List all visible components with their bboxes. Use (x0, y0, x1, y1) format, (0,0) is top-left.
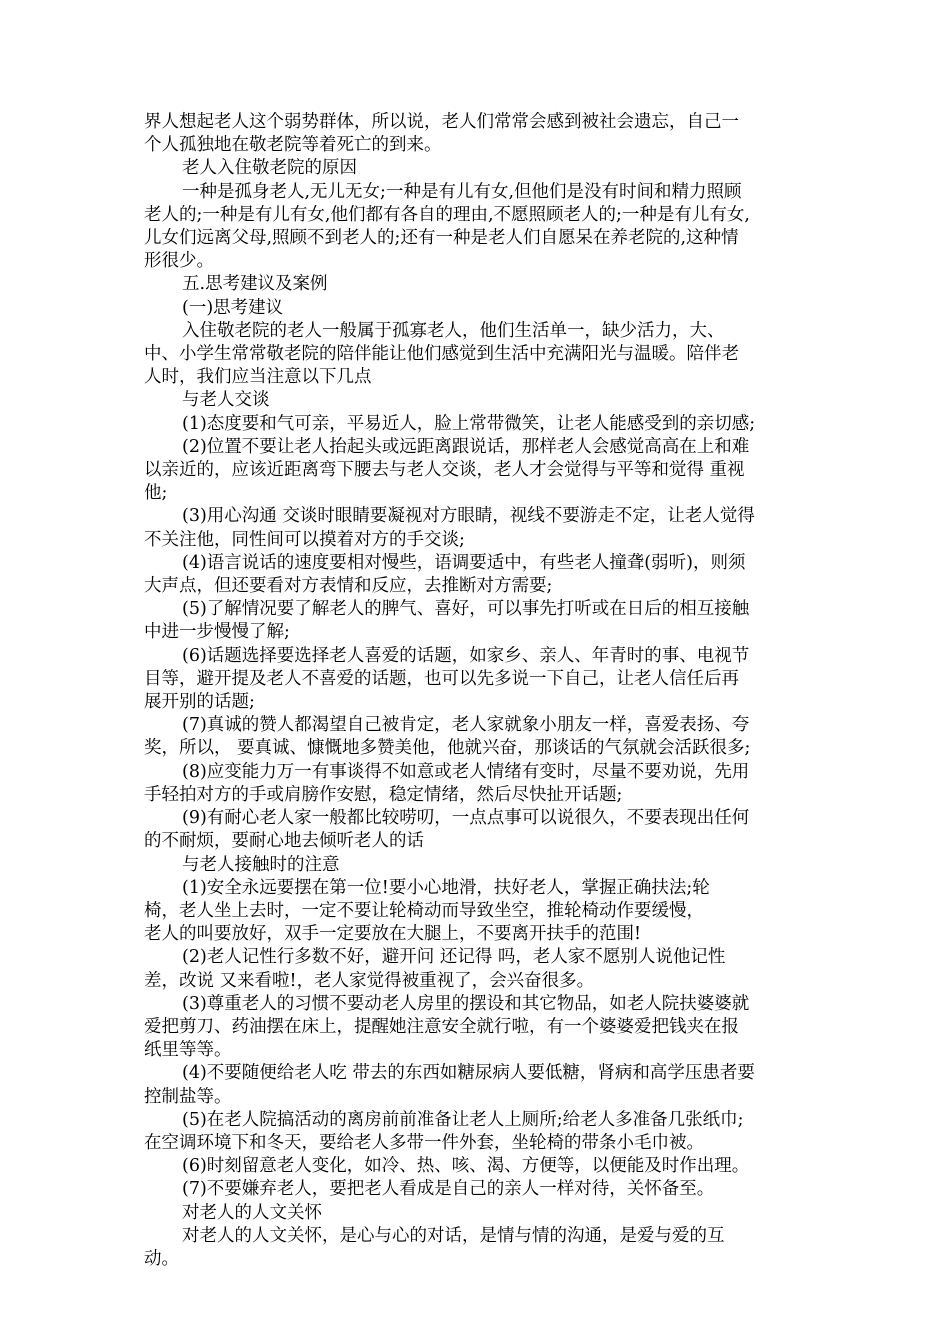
text-line: 入住敬老院的老人一般属于孤寡老人，他们生活单一，缺少活力，大、 (182, 320, 725, 341)
text-line: 个人孤独地在敬老院等着死亡的到来。 (144, 135, 442, 156)
text-line: (一)思考建议 (182, 297, 284, 318)
text-line: 目等，避开提及老人不喜爱的话题，也可以先多说一下自己，让老人信任后再 (144, 668, 739, 689)
text-line: (4)语言说话的速度要相对慢些，语调要适中，有些老人撞聋(弱听)，则须 (182, 552, 746, 573)
text-line: 纸里等等。 (144, 1040, 232, 1061)
text-line: 与老人接触时的注意 (182, 854, 340, 875)
text-line: 椅，老人坐上去时，一定不要让轮椅动而导致坐空，推轮椅动作要缓慢， (144, 900, 704, 921)
text-line: 动。 (144, 1248, 179, 1269)
paragraph (144, 413, 812, 436)
paragraph (144, 598, 812, 644)
text-line: (6)话题选择要选择老人喜爱的话题，如家乡、亲人、年青时的事、电视节 (182, 645, 750, 666)
paragraph (144, 1178, 812, 1201)
paragraph (144, 877, 812, 947)
paragraph (144, 436, 812, 506)
paragraph (144, 1225, 812, 1271)
text-line: 儿女们远离父母,照顾不到老人的;还有一种是老人们自愿呆在养老院的,这种情 (144, 228, 739, 249)
paragraph (144, 389, 812, 412)
text-line: (7)真诚的赞人都渴望自己被肯定，老人家就象小朋友一样，喜爱表扬、夸 (182, 715, 750, 736)
text-line: (9)有耐心老人家一般都比较唠叨，一点点事可以说很久，不要表现出任何 (182, 808, 750, 829)
text-line: 奖，所以， 要真诚、慷慨地多赞美他，他就兴奋，那谈话的气氛就会活跃很多; (144, 738, 751, 759)
paragraph (144, 854, 812, 877)
text-line: 差，改说 又来看啦!，老人家觉得被重视了，会兴奋很多。 (144, 970, 595, 991)
paragraph (144, 157, 812, 180)
text-line: 老人的叫要放好，双手一定要放在大腿上，不要离开扶手的范围! (144, 924, 642, 945)
text-line: 老人的;一种是有儿有女,他们都有各自的理由,不愿照顾老人的;一种是有儿有女, (144, 204, 750, 225)
text-line: 与老人交谈 (182, 390, 270, 411)
text-line: (1)安全永远要摆在第一位!要小心地滑，扶好老人，掌握正确扶法;轮 (182, 877, 710, 898)
paragraph (144, 807, 812, 853)
paragraph (144, 1202, 812, 1225)
paragraph (144, 946, 812, 992)
paragraph (144, 761, 812, 807)
text-line: (8)应变能力万一有事谈得不如意或老人情绪有变时，尽量不要劝说，先用 (182, 761, 750, 782)
text-line: 手轻拍对方的手或肩膀作安慰，稳定情绪，然后尽快扯开话题; (144, 784, 623, 805)
text-line: 对老人的人文关怀 (182, 1202, 322, 1223)
paragraph (144, 320, 812, 390)
text-line: 不关注他，同性间可以摸着对方的手交谈; (144, 529, 465, 550)
text-line: 对老人的人文关怀，是心与心的对话，是情与情的沟通，是爱与爱的互 (182, 1225, 725, 1246)
text-line: (1)态度要和气可亲，平易近人，脸上常带微笑，让老人能感受到的亲切感; (182, 413, 756, 434)
text-line: (4)不要随便给老人吃 带去的东西如糖尿病人要低糖，肾病和高学压患者要 (182, 1063, 755, 1084)
paragraph (144, 1155, 812, 1178)
text-line: (5)在老人院搞活动的离房前前准备让老人上厕所;给老人多准备几张纸巾; (182, 1109, 744, 1130)
paragraph (144, 1062, 812, 1108)
text-line: 以亲近的，应该近距离弯下腰去与老人交谈，老人才会觉得与平等和觉得 重视 (144, 460, 745, 481)
text-line: 人时，我们应当注意以下几点 (144, 367, 372, 388)
document-page (144, 111, 812, 1271)
paragraph (144, 181, 812, 274)
text-line: (7)不要嫌弃老人，要把老人看成是自己的亲人一样对待，关怀备至。 (182, 1179, 715, 1200)
paragraph (144, 714, 812, 760)
text-line: 在空调环境下和冬天，要给老人多带一件外套，坐轮椅的带条小毛巾被。 (144, 1132, 704, 1153)
text-line: 他; (144, 483, 168, 504)
text-line: (5)了解情况要了解老人的脾气、喜好，可以事先打听或在日后的相互接触 (182, 599, 750, 620)
paragraph (144, 297, 812, 320)
text-line: 展开别的话题; (144, 692, 255, 713)
text-line: (2)位置不要让老人抬起头或远距离跟说话，那样老人会感觉高高在上和难 (182, 436, 750, 457)
text-line: 形很少。 (144, 251, 214, 272)
paragraph (144, 111, 812, 157)
text-line: (6)时刻留意老人变化，如冷、热、咳、渴、方便等，以便能及时作出理。 (182, 1156, 750, 1177)
text-line: (3)用心沟通 交谈时眼睛要凝视对方眼睛，视线不要游走不定，让老人觉得 (182, 506, 755, 527)
text-line: 界人想起老人这个弱势群体，所以说，老人们常常会感到被社会遗忘，自己一 (144, 112, 739, 132)
text-line: 一种是孤身老人,无儿无女;一种是有儿有女,但他们是没有时间和精力照顾 (182, 181, 742, 202)
text-line: 五.思考建议及案例 (182, 274, 328, 295)
paragraph (144, 552, 812, 598)
text-line: 老人入住敬老院的原因 (182, 158, 357, 179)
paragraph (144, 505, 812, 551)
text-line: 控制盐等。 (144, 1086, 232, 1107)
paragraph (144, 645, 812, 715)
text-line: (2)老人记性行多数不好，避开问 还记得 吗，老人家不愿别人说他记性 (182, 947, 726, 968)
text-line: 爱把剪刀、药油摆在床上，提醒她注意安全就行啦，有一个婆婆爱把钱夹在报 (144, 1016, 739, 1037)
text-line: 中进一步慢慢了解; (144, 622, 290, 643)
text-line: 的不耐烦，要耐心地去倾听老人的话 (144, 831, 424, 852)
paragraph (144, 1109, 812, 1155)
paragraph (144, 273, 812, 296)
text-line: (3)尊重老人的习惯不要动老人房里的摆设和其它物品，如老人院扶婆婆就 (182, 993, 750, 1014)
text-line: 中、小学生常常敬老院的陪伴能让他们感觉到生活中充满阳光与温暖。陪伴老 (144, 344, 739, 365)
text-line: 大声点，但还要看对方表情和反应，去推断对方需要; (144, 576, 553, 597)
paragraph (144, 993, 812, 1063)
